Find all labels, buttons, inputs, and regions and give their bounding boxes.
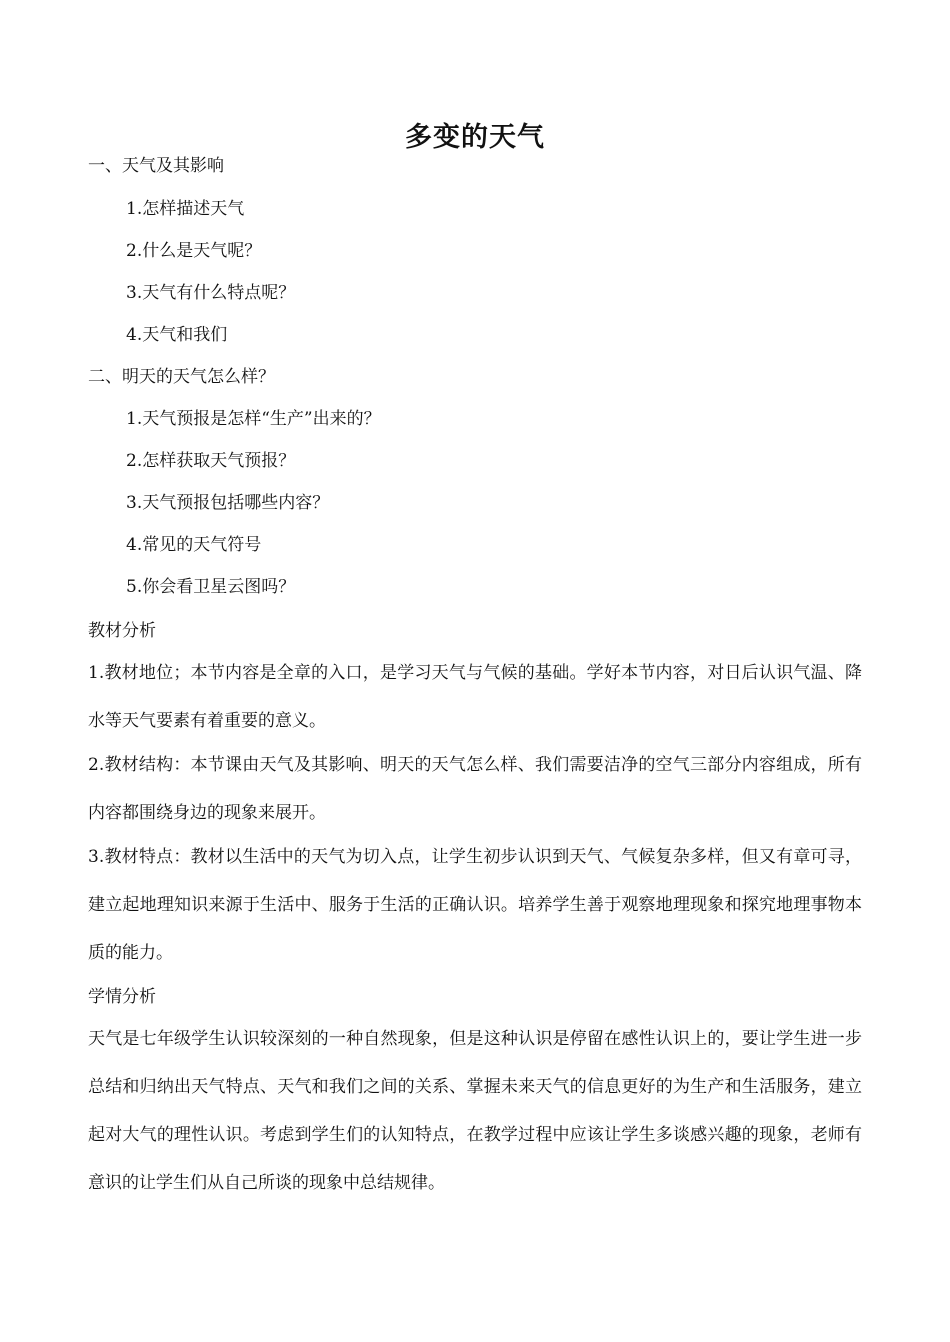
section-heading-tomorrow-weather: 二、明天的天气怎么样？ [88, 367, 275, 387]
paragraph-student-analysis: 天气是七年级学生认识较深刻的一种自然现象，但是这种认识是停留在感性认识上的，要让学生进一步总结和归纳出天气特点、天气和我们之间的关系、掌握未来天气的信息更好的为生产和生活服务，建立起对大气的理性认识。考虑到学生们的认知特点，在教学过程中应该让学生多谈感兴趣的现象，老师有意识的让学生们从自己所谈的现象中总结规律。 [88, 1029, 862, 1193]
list-item: 3.天气有什么特点呢？ [126, 283, 296, 303]
paragraph-textbook-features: 3.教材特点：教材以生活中的天气为切入点，让学生初步认识到天气、气候复杂多样，但又有章可寻，建立起地理知识来源于生活中、服务于生活的正确认识。培养学生善于观察地理现象和探究地理事物本质的能力。 [88, 847, 862, 963]
list-item: 1.天气预报是怎样“生产”出来的？ [126, 409, 381, 429]
list-item: 2.什么是天气呢？ [126, 241, 262, 261]
list-item: 5.你会看卫星云图吗？ [126, 577, 296, 597]
section-heading-textbook-analysis: 教材分析 [88, 621, 156, 641]
list-item: 1.怎样描述天气 [126, 199, 245, 219]
list-item: 4.天气和我们 [126, 325, 228, 345]
section-heading-weather-impact: 一、天气及其影响 [88, 156, 224, 176]
paragraph-textbook-structure: 2.教材结构：本节课由天气及其影响、明天的天气怎么样、我们需要洁净的空气三部分内容组成，所有内容都围绕身边的现象来展开。 [88, 755, 862, 823]
section-heading-student-analysis: 学情分析 [88, 987, 156, 1007]
list-item: 2.怎样获取天气预报？ [126, 451, 296, 471]
document-title: 多变的天气 [405, 122, 545, 153]
list-item: 3.天气预报包括哪些内容？ [126, 493, 330, 513]
paragraph-textbook-position: 1.教材地位；本节内容是全章的入口，是学习天气与气候的基础。学好本节内容，对日后认识气温、降水等天气要素有着重要的意义。 [88, 663, 862, 731]
list-item: 4.常见的天气符号 [126, 535, 262, 555]
